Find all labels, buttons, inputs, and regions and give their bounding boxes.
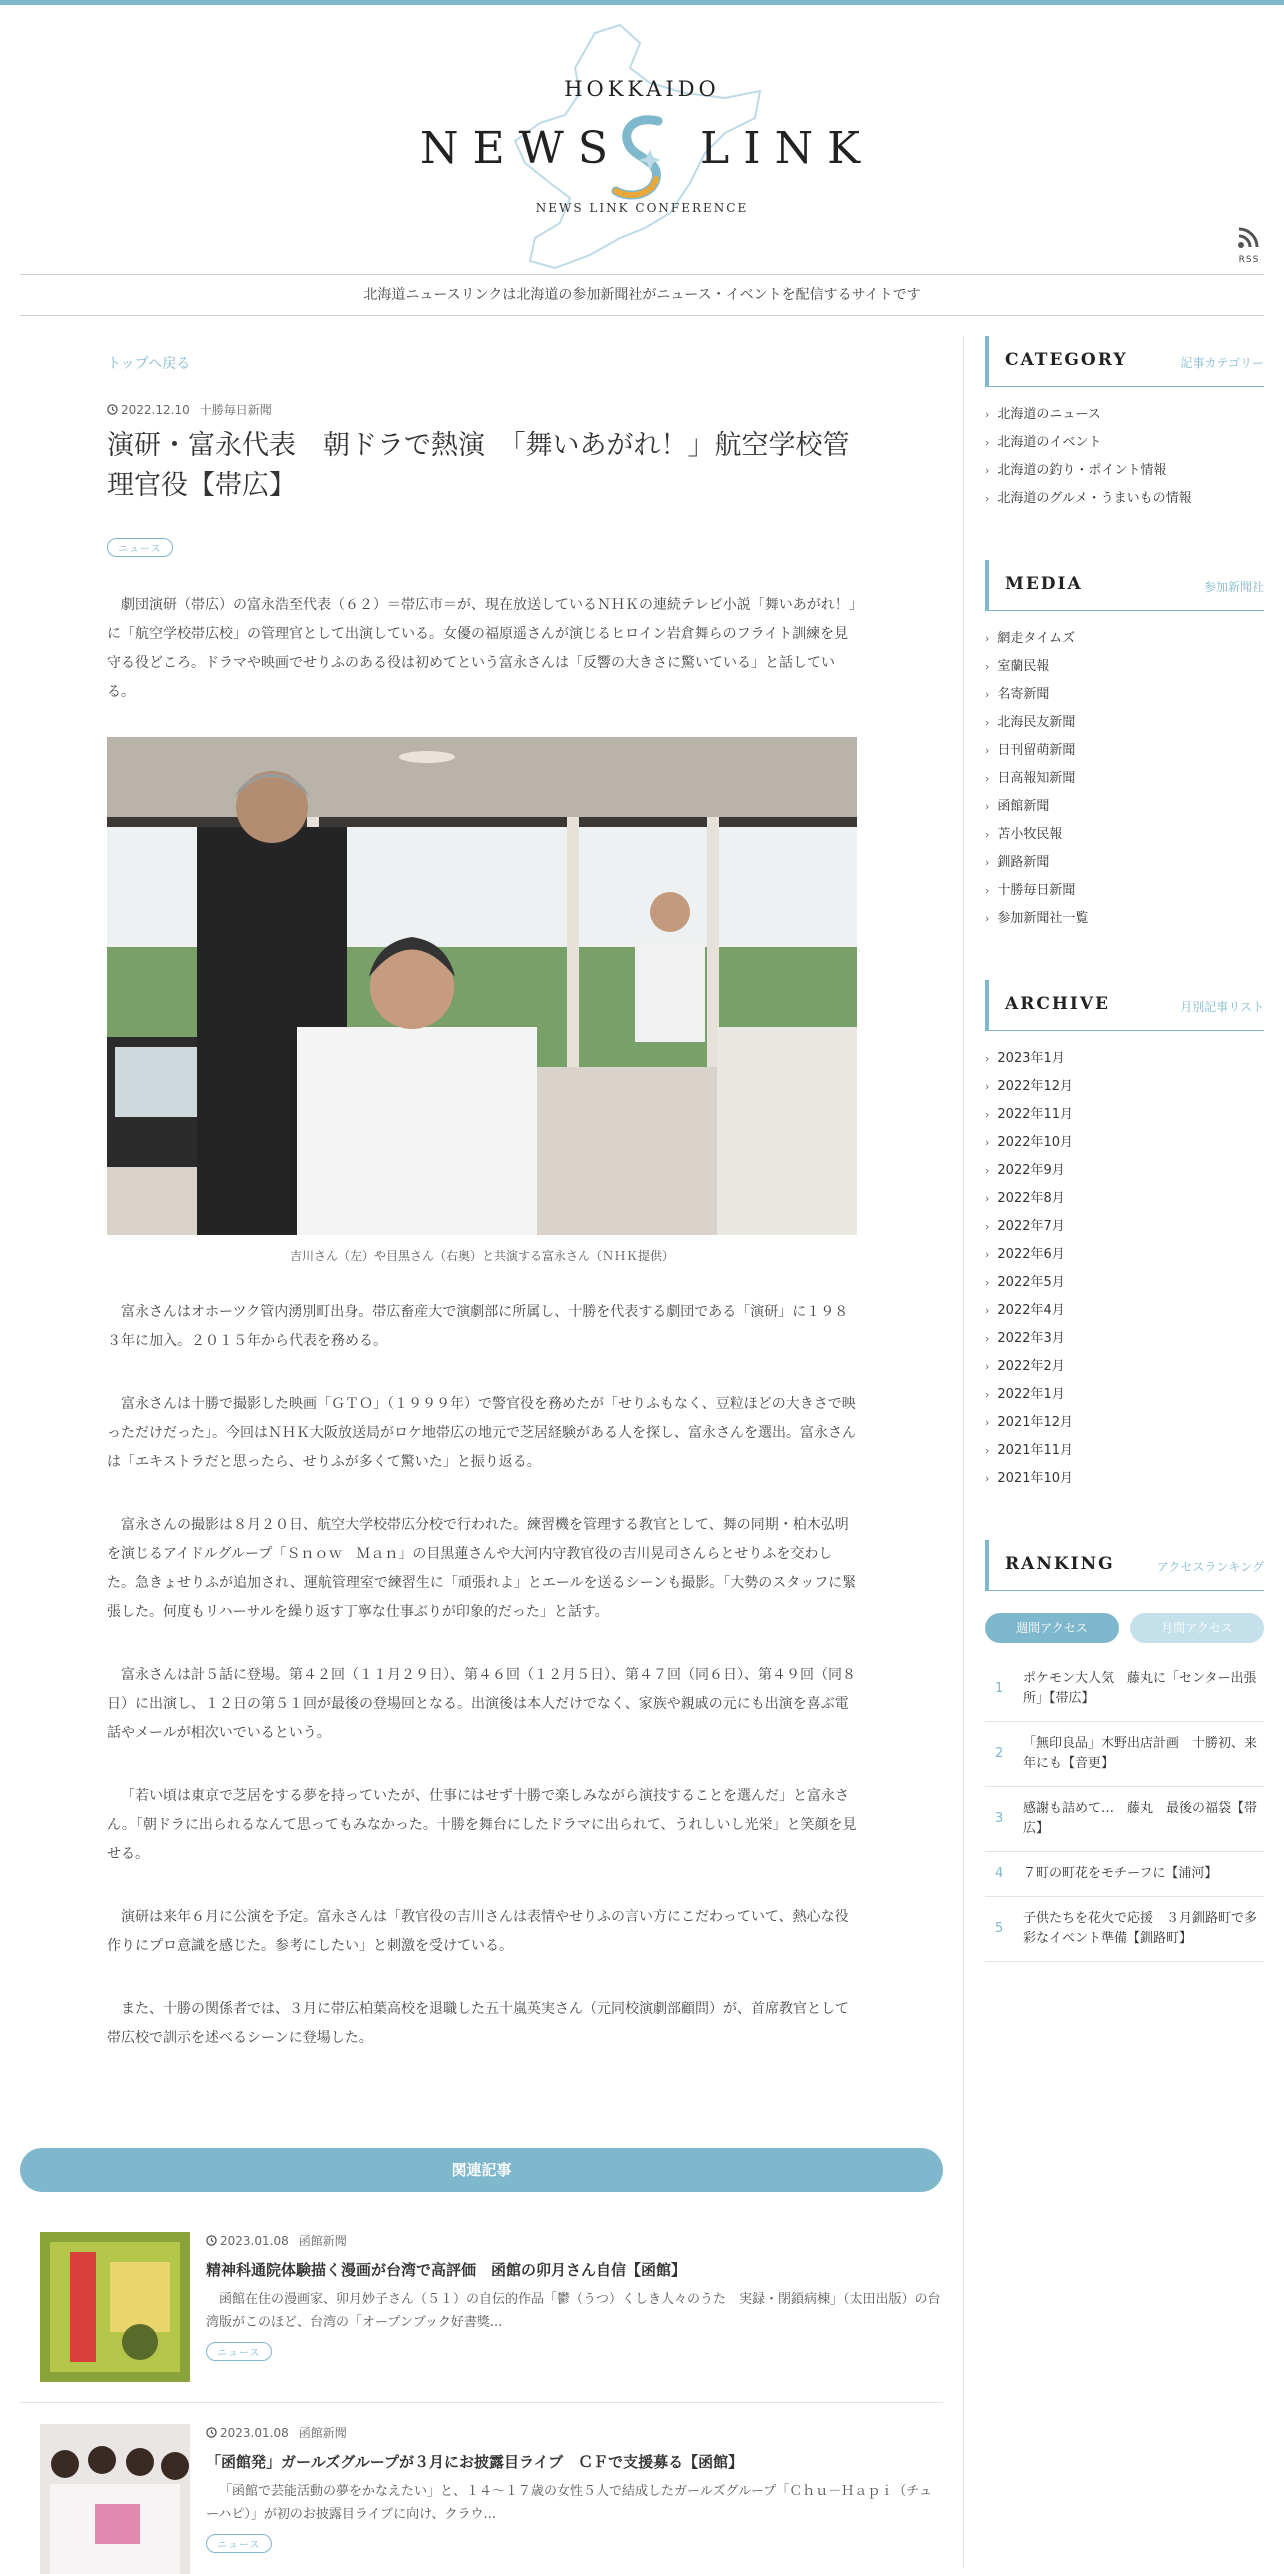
ranking-item[interactable]	[985, 1897, 1264, 1962]
sidebar-ranking	[985, 1540, 1264, 1962]
site-logo[interactable]	[410, 123, 874, 183]
ranking-heading-en: RANKING	[1005, 1554, 1115, 1574]
related-article[interactable]	[40, 2424, 943, 2574]
archive-item[interactable]: › 2022年2月	[985, 1359, 1065, 1374]
archive-heading-jp: 月別記事リスト	[1180, 1000, 1264, 1014]
media-item[interactable]: › 函館新聞	[985, 799, 1050, 814]
archive-item[interactable]: › 2022年7月	[985, 1219, 1065, 1234]
article-paragraph: 「若い頃は東京で芝居をする夢を持っていたが、仕事にはせず十勝で楽しみながら演技することを選んだ」と富永さん。「朝ドラに出られるなんて思ってもみなかった。十勝を舞台にしたドラマに出られて、うれしいし光栄」と笑顔を見せる。	[107, 1788, 857, 1863]
related-body	[206, 2424, 943, 2553]
chevron-right-icon: ›	[985, 1136, 990, 1149]
rss-label: RSS	[1238, 255, 1260, 265]
category-list	[985, 401, 1264, 513]
related-articles-heading: 関連記事	[20, 2148, 943, 2192]
media-item[interactable]: › 苫小牧民報	[985, 827, 1063, 842]
ranking-heading-jp: アクセスランキング	[1156, 1560, 1264, 1574]
ranking-list	[985, 1657, 1264, 1962]
related-source[interactable]: 函館新聞	[298, 2426, 347, 2440]
ranking-title: 感謝も詰めて… 藤丸 最後の福袋【帯広】	[1023, 1801, 1258, 1836]
chevron-right-icon: ›	[985, 1108, 990, 1121]
category-heading	[985, 336, 1264, 387]
chevron-right-icon: ›	[985, 744, 990, 757]
archive-item[interactable]: › 2021年12月	[985, 1415, 1074, 1430]
related-article[interactable]	[40, 2232, 943, 2384]
article-paragraph: 富永さんは計５話に登場。第４２回（１１月２９日）、第４６回（１２月５日）、第４７回（同６日）、第４９回（同８日）に出演し、１２日の第５１回が最後の登場回となる。出演後は本人だけでなく、家族や親戚の元にも出演を喜ぶ電話やメールが相次いでいるという。	[107, 1667, 856, 1742]
related-thumbnail[interactable]	[40, 2424, 190, 2574]
chevron-right-icon: ›	[985, 436, 990, 449]
chevron-right-icon: ›	[985, 408, 990, 421]
clock-icon	[206, 2235, 217, 2246]
media-item[interactable]: › 参加新聞社一覧	[985, 911, 1089, 926]
chevron-right-icon: ›	[985, 716, 990, 729]
article-paragraph: 富永さんの撮影は８月２０日、航空大学校帯広分校で行われた。練習機を管理する教官として、舞の同期・柏木弘明を演じるアイドルグループ「Ｓｎｏｗ Ｍａｎ」の目黒蓮さんや大河内守教官役の吉川晃司さんらとせりふを交わした。急きょせりふが追加され、運航管理室で練習生に「頑張れよ」とエールを送るシーンも撮影。「大勢のスタッフに緊張した。何度もリハーサルを繰り返す丁寧な仕事ぶりが印象的だった」と話す。	[107, 1517, 857, 1621]
ranking-title: 「無印良品」木野出店計画 十勝初、来年にも【音更】	[1023, 1736, 1258, 1771]
ranking-title: 子供たちを花火で応援 ３月釧路町で多彩なイベント準備【釧路町】	[1023, 1911, 1258, 1946]
media-item[interactable]: › 日刊留萌新聞	[985, 743, 1076, 758]
ranking-title: ７町の町花をモチーフに【浦河】	[1023, 1866, 1218, 1881]
related-separator	[20, 2402, 943, 2403]
related-tag[interactable]: ニュース	[206, 2342, 272, 2361]
media-list	[985, 625, 1264, 933]
site-header	[0, 5, 1284, 270]
category-item[interactable]: › 北海道のグルメ・うまいもの情報	[985, 491, 1192, 506]
article-source[interactable]: 十勝毎日新聞	[199, 403, 272, 417]
chevron-right-icon: ›	[985, 1080, 990, 1093]
media-item[interactable]: › 釧路新聞	[985, 855, 1050, 870]
related-thumbnail[interactable]	[40, 2232, 190, 2382]
media-item[interactable]: › 北海民友新聞	[985, 715, 1076, 730]
tab-monthly-access[interactable]: 月間アクセス	[1130, 1613, 1264, 1643]
related-title[interactable]: 「函館発」ガールズグループが３月にお披露目ライブ ＣＦで支援募る【函館】	[206, 2453, 744, 2471]
ranking-number: 5	[995, 1921, 1004, 1936]
archive-item[interactable]: › 2021年10月	[985, 1471, 1074, 1486]
chevron-right-icon: ›	[985, 1192, 990, 1205]
clock-icon	[107, 404, 118, 415]
related-date: 2023.01.08	[220, 2233, 289, 2248]
sidebar-media	[985, 560, 1264, 933]
rss-link[interactable]	[1234, 225, 1264, 265]
related-source[interactable]: 函館新聞	[298, 2234, 347, 2248]
chevron-right-icon: ›	[985, 1416, 990, 1429]
logo-hokkaido-text: HOKKAIDO	[564, 77, 720, 101]
chevron-right-icon: ›	[985, 660, 990, 673]
chevron-right-icon: ›	[985, 1220, 990, 1233]
sidebar-category	[985, 336, 1264, 513]
related-tag[interactable]: ニュース	[206, 2534, 272, 2553]
media-item[interactable]: › 室蘭民報	[985, 659, 1050, 674]
ranking-title: ポケモン大人気 藤丸に「センター出張所」【帯広】	[1023, 1671, 1257, 1706]
archive-item[interactable]: › 2021年11月	[985, 1443, 1074, 1458]
chevron-right-icon: ›	[985, 912, 990, 925]
archive-item[interactable]: › 2022年4月	[985, 1303, 1065, 1318]
chevron-right-icon: ›	[985, 464, 990, 477]
category-item[interactable]: › 北海道のイベント	[985, 435, 1102, 450]
archive-item[interactable]: › 2022年1月	[985, 1387, 1065, 1402]
media-item[interactable]: › 網走タイムズ	[985, 631, 1076, 646]
chevron-right-icon: ›	[985, 800, 990, 813]
media-heading-en: MEDIA	[1005, 574, 1083, 594]
chevron-right-icon: ›	[985, 884, 990, 897]
archive-item[interactable]: › 2022年10月	[985, 1135, 1074, 1150]
chevron-right-icon: ›	[985, 1360, 990, 1373]
chevron-right-icon: ›	[985, 632, 990, 645]
archive-item[interactable]: › 2022年3月	[985, 1331, 1065, 1346]
ranking-number: 3	[995, 1811, 1004, 1826]
related-excerpt: 函館在住の漫画家、卯月妙子さん（５１）の自伝的作品「鬱（うつ）くしき人々のうた 実録・閉鎖病棟」（太田出版）の台湾版がこのほど、台湾の「オープンブック好書獎...	[206, 2292, 941, 2330]
site-tagline: 北海道ニュースリンクは北海道の参加新聞社がニュース・イベントを配信するサイトです	[20, 274, 1264, 316]
archive-item[interactable]: › 2022年6月	[985, 1247, 1065, 1262]
chevron-right-icon: ›	[985, 772, 990, 785]
media-item[interactable]: › 十勝毎日新聞	[985, 883, 1076, 898]
back-to-top-link[interactable]: トップへ戻る	[107, 356, 191, 372]
related-meta	[206, 2232, 943, 2249]
article-tag[interactable]: ニュース	[107, 538, 173, 557]
chevron-right-icon: ›	[985, 1444, 990, 1457]
related-meta	[206, 2424, 943, 2441]
ranking-heading	[985, 1540, 1264, 1591]
archive-item[interactable]: › 2022年9月	[985, 1163, 1065, 1178]
chevron-right-icon: ›	[985, 1388, 990, 1401]
chevron-right-icon: ›	[985, 688, 990, 701]
related-excerpt: 「函館で芸能活動の夢をかなえたい」と、１４～１７歳の女性５人で結成したガールズグループ「Ｃｈｕ－Ｈａｐｉ（チューハピ）」が初のお披露目ライブに向け、クラウ...	[206, 2484, 932, 2522]
article-photo	[107, 737, 857, 1235]
column-divider	[963, 336, 964, 2568]
article-paragraph: 演研は来年６月に公演を予定。富永さんは「教官役の吉川さんは表情やせりふの言い方にこだわっていて、熱心な役作りにプロ意識を感じた。参考にしたい」と刺激を受けている。	[107, 1909, 849, 1955]
chevron-right-icon: ›	[985, 1276, 990, 1289]
chevron-right-icon: ›	[985, 1248, 990, 1261]
logo-conference-text: NEWS LINK CONFERENCE	[535, 201, 749, 215]
ranking-number: 4	[995, 1866, 1004, 1881]
rss-icon	[1237, 225, 1261, 249]
chevron-right-icon: ›	[985, 492, 990, 505]
ranking-item[interactable]	[985, 1787, 1264, 1852]
category-item[interactable]: › 北海道のニュース	[985, 407, 1101, 422]
article-paragraph: 劇団演研（帯広）の富永浩至代表（６２）＝帯広市＝が、現在放送しているＮＨＫの連続テレビ小説「舞いあがれ！」に「航空学校帯広校」の管理官として出演している。女優の福原遥さんが演じるヒロイン岩倉舞らのフライト訓練を見守る役どころ。ドラマや映画でせりふのある役は初めてという富永さんは「反響の大きさに驚いている」と話している。	[107, 597, 856, 701]
chevron-right-icon: ›	[985, 856, 990, 869]
media-heading	[985, 560, 1264, 611]
ranking-tabs	[985, 1613, 1264, 1643]
archive-list	[985, 1045, 1264, 1493]
logo-link-text: LINK	[700, 123, 874, 174]
archive-item[interactable]: › 2022年8月	[985, 1191, 1065, 1206]
logo-news-text: NEWS	[420, 123, 622, 174]
archive-item[interactable]: › 2022年11月	[985, 1107, 1074, 1122]
ranking-item[interactable]	[985, 1852, 1264, 1897]
archive-heading-en: ARCHIVE	[1005, 994, 1111, 1014]
archive-item[interactable]: › 2022年5月	[985, 1275, 1065, 1290]
ranking-item[interactable]	[985, 1657, 1264, 1722]
article	[107, 345, 857, 2053]
archive-item[interactable]: › 2022年12月	[985, 1079, 1074, 1094]
logo-s-mark	[606, 111, 676, 201]
chevron-right-icon: ›	[985, 1304, 990, 1317]
ranking-item[interactable]	[985, 1722, 1264, 1787]
archive-item[interactable]: › 2023年1月	[985, 1051, 1065, 1066]
article-paragraph: 富永さんはオホーツク管内湧別町出身。帯広畜産大で演劇部に所属し、十勝を代表する劇団である「演研」に１９８３年に加入。２０１５年から代表を務める。	[107, 1304, 849, 1350]
related-body	[206, 2232, 943, 2361]
article-meta	[107, 401, 857, 418]
ranking-number: 1	[995, 1681, 1004, 1696]
media-heading-jp: 参加新聞社	[1203, 580, 1264, 594]
related-title[interactable]: 精神科通院体験描く漫画が台湾で高評価 函館の卯月さん自信【函館】	[206, 2261, 687, 2279]
archive-heading	[985, 980, 1264, 1031]
ranking-number: 2	[995, 1746, 1004, 1761]
sidebar-archive	[985, 980, 1264, 1493]
article-paragraph: 富永さんは十勝で撮影した映画「ＧＴＯ」（１９９９年）で警官役を務めたが「せりふもなく、豆粒ほどの大きさで映っただけだった」。今回はＮＨＫ大阪放送局がロケ地帯広の地元で芝居経験がある人を探し、富永さんを選出。富永さんは「エキストラだと思ったら、せりふが多くて驚いた」と振り返る。	[107, 1396, 856, 1471]
media-item[interactable]: › 日高報知新聞	[985, 771, 1076, 786]
category-heading-jp: 記事カテゴリー	[1180, 356, 1264, 370]
chevron-right-icon: ›	[985, 1332, 990, 1345]
photo-caption: 吉川さん（左）や目黒さん（右奥）と共演する富永さん（ＮＨＫ提供）	[289, 1249, 674, 1264]
related-date: 2023.01.08	[220, 2425, 289, 2440]
article-paragraph: また、十勝の関係者では、３月に帯広柏葉高校を退職した五十嵐英実さん（元同校演劇部顧問）が、首席教官として帯広校で訓示を述べるシーンに登場した。	[107, 2001, 849, 2047]
article-date: 2022.12.10	[121, 402, 190, 417]
chevron-right-icon: ›	[985, 1052, 990, 1065]
chevron-right-icon: ›	[985, 1164, 990, 1177]
media-item[interactable]: › 名寄新聞	[985, 687, 1050, 702]
chevron-right-icon: ›	[985, 828, 990, 841]
tab-weekly-access[interactable]: 週間アクセス	[985, 1613, 1119, 1643]
category-heading-en: CATEGORY	[1005, 350, 1128, 370]
category-item[interactable]: › 北海道の釣り・ポイント情報	[985, 463, 1167, 478]
clock-icon	[206, 2427, 217, 2438]
chevron-right-icon: ›	[985, 1472, 990, 1485]
article-title: 演研・富永代表 朝ドラで熱演 「舞いあがれ！」航空学校管理官役【帯広】	[107, 430, 850, 501]
